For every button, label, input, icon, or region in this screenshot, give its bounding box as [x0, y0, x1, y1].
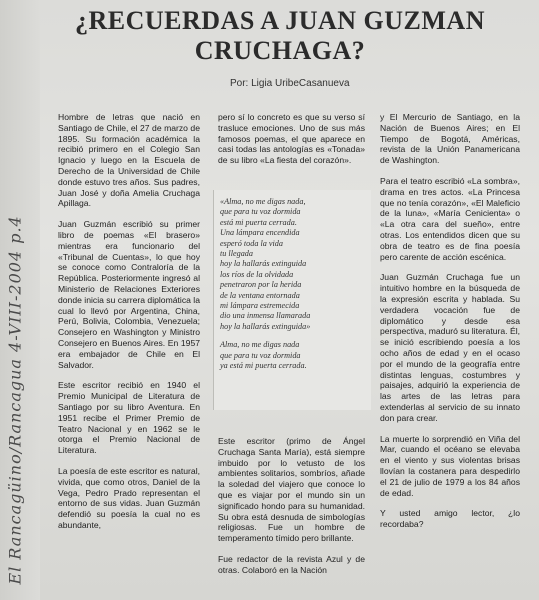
- paragraph: Y usted amigo lector, ¿lo recordaba?: [380, 508, 520, 530]
- paragraph: Para el teatro escribió «La sombra», drama en tres actos. «La Princesa que no tenía corazón», «El Maleficio de la luna», «María Cenicienta» o «La otra cara del sueño», entre otras. Los entendidos dicen que su obra de teatro es de fina poesía pero carente de acción escénica.: [380, 175, 520, 262]
- handwritten-note: El Rancagüino/Rancagua 4-VIII-2004 p.4: [5, 215, 25, 585]
- paragraph: Fue redactor de la revista Azul y de otras. Colaboró en la Nación: [218, 553, 365, 575]
- paragraph: Juan Guzmán Cruchaga fue un intuitivo hombre en la búsqueda de la expresión escrita y hablada. Su verdadera vocación fue de diplomático y desde esa perspectiva, maduró su literatura. Él, se inició escribiendo poesía a los ocho años de edad y en el ocaso por el mundo de la geografía entre distintas lenguas, costumbres y paisajes, adquirió la experiencia de las artes de las letras para extenderlas al servicio de su innato don para crear.: [380, 272, 520, 423]
- paragraph: pero sí lo concreto es que su verso sí trasluce emociones. Uno de sus más famosos poemas, el que aparece en casi todas las antologías es «Tonada» de su libro «La fiesta del corazón».: [218, 112, 365, 166]
- paragraph: Este escritor recibió en 1940 el Premio Municipal de Literatura de Santiago por su libro Aventura. En 1951 recibe el Primer Premio de Teatro Nacional y en 1962 se le otorga el Premio Nacional de Literatura.: [58, 380, 200, 456]
- paragraph: Juan Guzmán escribió su primer libro de poemas «El brasero» mientras era funcionario del «Tribunal de Cuentas», lo que hoy se conoce como Contraloría de la República. Posteriormente ingresó al Ministerio de Relaciones Exteriores donde inicia su carrera diplomática la cual lo llevó por Argentina, China, Perú, Bolivia, Colombia, Venezuela; Consejero en Washington y Ministro Consejero en Buenos Aires. En 1957 era embajador de Chile en El Salvador.: [58, 219, 200, 370]
- poem-stanza: Alma, no me digas nada que para tu voz dormida ya está mi puerta cerrada.: [220, 340, 307, 371]
- poem-tonada: [220, 197, 366, 380]
- poem-stanza: «Alma, no me digas nada, que para tu voz dormida está mi puerta cerrada. Una lámpara encendida esperó toda la vida tu llegada hoy la hallarás extinguida los ríos de la olvidada penetraron por la herida de la ventana entornada mi lámpara estremecida dio una inmensa llamarada hoy la hallarás extinguida»: [220, 197, 311, 331]
- column-1: [58, 112, 200, 541]
- column-3: [380, 112, 520, 540]
- column-2-bottom: [218, 436, 365, 586]
- paragraph: La muerte lo sorprendió en Viña del Mar, cuando el océano se elevaba en el viento y sus violentas brisas llovían la costanera para despedirlo el 21 de julio de 1979 a los 84 años de edad.: [380, 433, 520, 498]
- article-title: ¿RECUERDAS A JUAN GUZMAN: [75, 6, 485, 35]
- column-2-top: [218, 112, 365, 176]
- paragraph: La poesía de este escritor es natural, vivida, que como otros, Daniel de la Vega, Pedro Prado representan el entorno de sus vidas. Juan Guzmán defendió su poesía la cual no es abundante,: [58, 465, 200, 530]
- paragraph: y El Mercurio de Santiago, en la Nación de Buenos Aires; en El Tiempo de Bogotá, Américas, revista de la Unión Panamericana de Washington.: [380, 112, 520, 166]
- article-title-line2: CRUCHAGA?: [194, 36, 366, 65]
- paragraph: Hombre de letras que nació en Santiago de Chile, el 27 de marzo de 1895. Su formación académica la recibió primero en el Colegio San Ignacio y luego en la Escuela de Derecho de la Universidad de Chile donde estuvo tres años. Sus padres, Juan José y doña Amelia Cruchaga Apillaga.: [58, 112, 200, 209]
- paragraph: Este escritor (primo de Ángel Cruchaga Santa María), está siempre imbuido por lo vetusto de los ambientes solitarios, sombríos, añade la soledad del viajero que conoce lo que es viajar por el mundo sin un significado hondo para su humanidad. Su obra está desnuda de simbologías religiosas. Fue un hombre de temperamento tímido pero brillante.: [218, 436, 365, 544]
- byline: Por: Ligia UribeCasanueva: [230, 78, 350, 89]
